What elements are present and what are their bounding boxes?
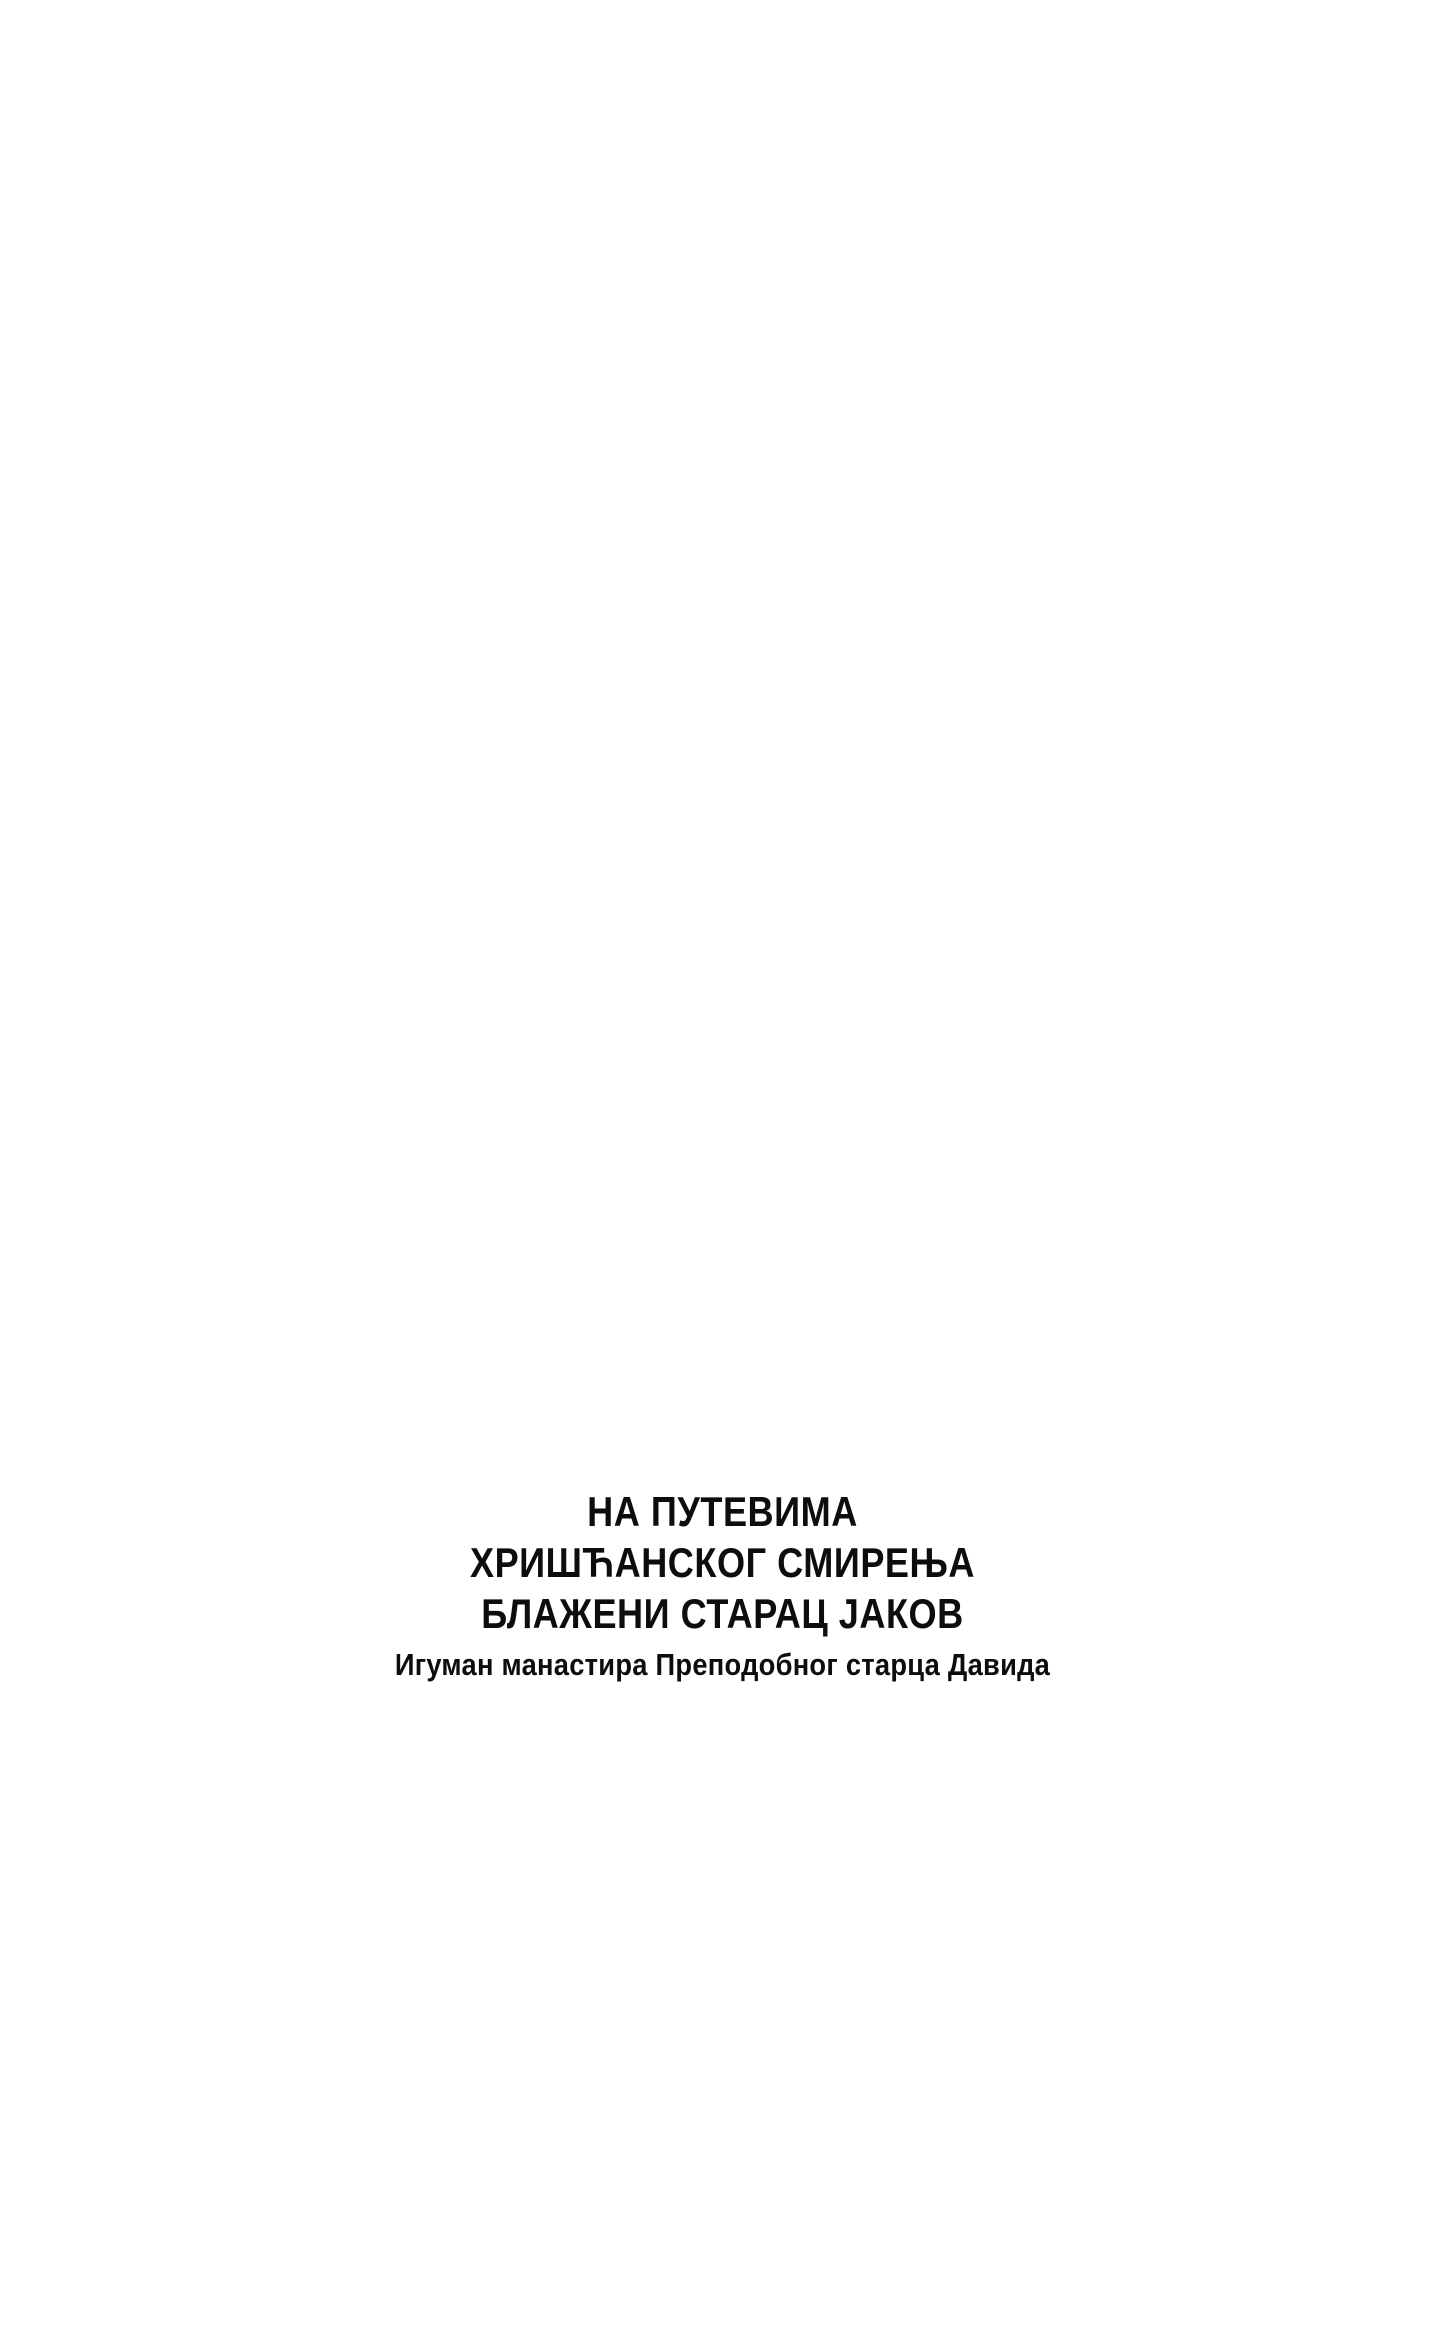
section-heading-line-1: НА ПУТЕВИМА <box>587 1488 858 1535</box>
section-heading-line-3: БЛАЖЕНИ СТАРАЦ ЈАКОВ <box>481 1589 964 1637</box>
section-heading-subtitle: Игуман манастира Преподобног старца Давида <box>394 1647 1051 1683</box>
section-heading-block <box>0 1487 1445 1684</box>
section-heading-line-2: ХРИШЋАНСКОГ СМИРЕЊА <box>469 1538 976 1586</box>
